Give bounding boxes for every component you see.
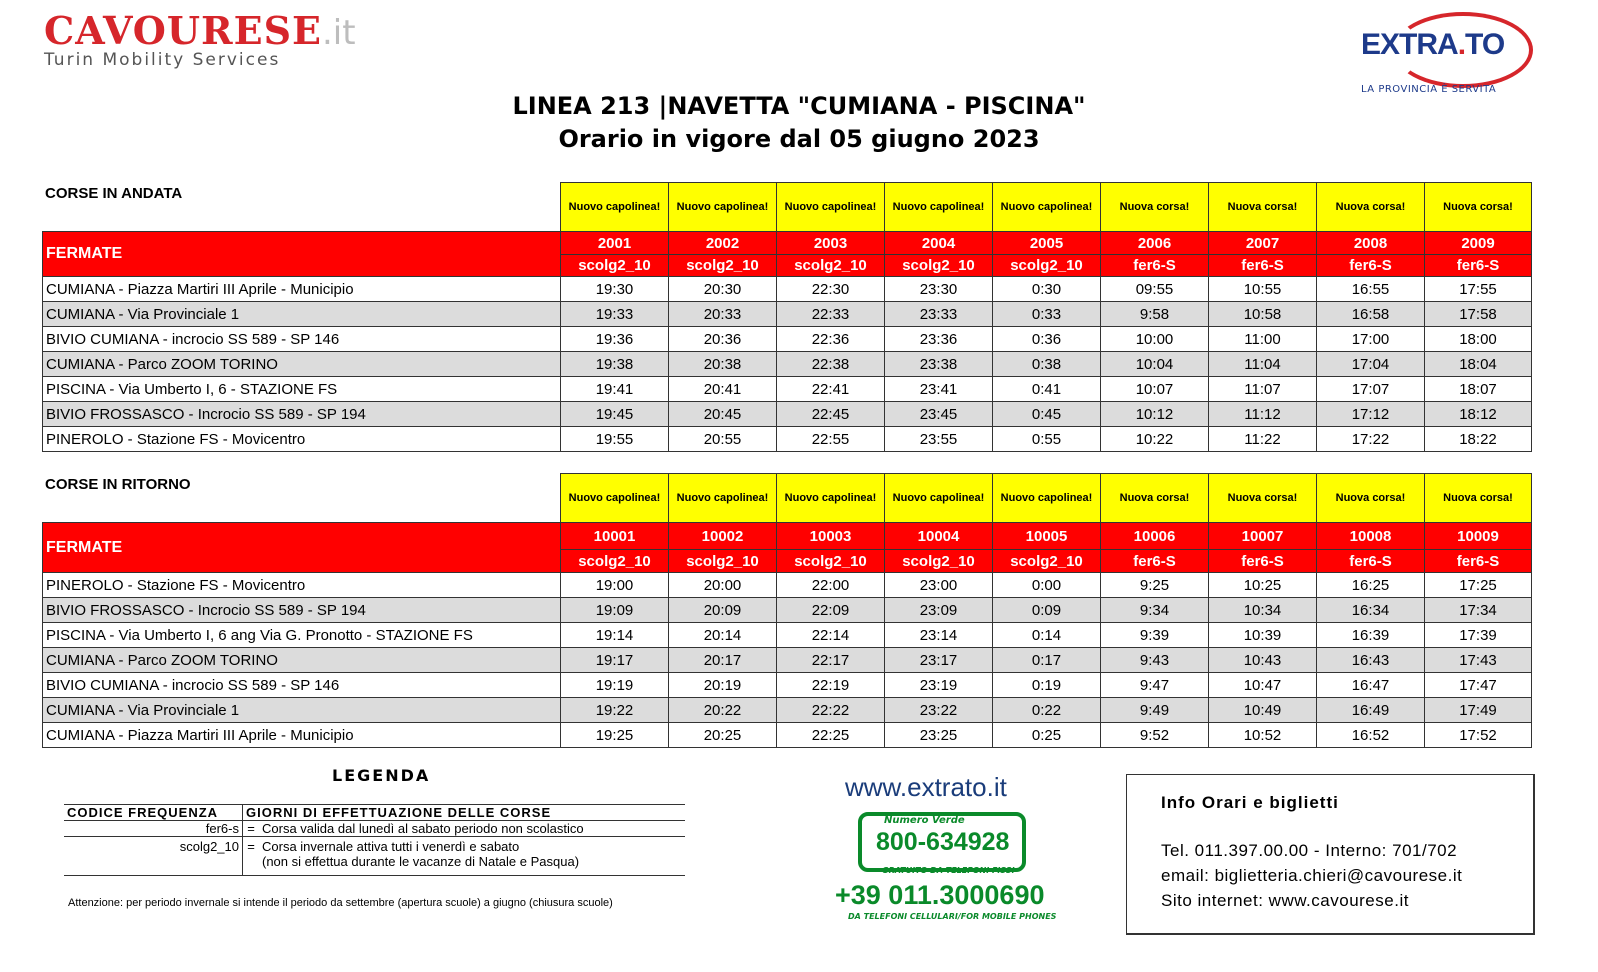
numero-verde-sub: GRATUITO DA TELEFONI FISSI [882, 866, 1015, 875]
stop-name: BIVIO CUMIANA - incrocio SS 589 - SP 146 [43, 673, 561, 698]
info-email[interactable]: email: biglietteria.chieri@cavourese.it [1161, 866, 1463, 885]
departure-time: 0:19 [993, 673, 1101, 698]
info-box [1126, 774, 1535, 935]
departure-time: 11:07 [1209, 377, 1317, 402]
departure-time: 23:19 [885, 673, 993, 698]
departure-time: 9:52 [1101, 723, 1209, 748]
legend-eq: = [243, 837, 260, 876]
run-number: 10002 [669, 523, 777, 550]
departure-time: 23:33 [885, 302, 993, 327]
run-note: Nuovo capolinea! [669, 474, 777, 523]
run-note: Nuova corsa! [1317, 474, 1425, 523]
run-number: 2004 [885, 232, 993, 255]
mobile-number[interactable]: +39 011.3000690 [835, 880, 1045, 910]
legend-row [64, 837, 685, 876]
departure-time: 22:55 [777, 427, 885, 452]
run-number: 2005 [993, 232, 1101, 255]
run-number: 10003 [777, 523, 885, 550]
departure-time: 23:45 [885, 402, 993, 427]
frequency-code: scolg2_10 [561, 255, 669, 277]
departure-time: 18:07 [1425, 377, 1532, 402]
run-note: Nuova corsa! [1101, 183, 1209, 232]
departure-time: 18:00 [1425, 327, 1532, 352]
departure-time: 9:43 [1101, 648, 1209, 673]
run-number: 2003 [777, 232, 885, 255]
table-row [43, 402, 1532, 427]
title-line2: Orario in vigore dal 05 giugno 2023 [558, 125, 1040, 153]
departure-time: 19:30 [561, 277, 669, 302]
frequency-code: scolg2_10 [993, 255, 1101, 277]
run-note: Nuovo capolinea! [561, 183, 669, 232]
departure-time: 17:55 [1425, 277, 1532, 302]
departure-time: 17:22 [1317, 427, 1425, 452]
departure-time: 10:52 [1209, 723, 1317, 748]
table-row [43, 277, 1532, 302]
stop-name: CUMIANA - Via Provinciale 1 [43, 302, 561, 327]
departure-time: 11:22 [1209, 427, 1317, 452]
run-number: 10009 [1425, 523, 1532, 550]
run-note: Nuova corsa! [1425, 474, 1532, 523]
departure-time: 19:00 [561, 573, 669, 598]
table-row [43, 327, 1532, 352]
departure-time: 20:25 [669, 723, 777, 748]
table-row [43, 377, 1532, 402]
run-note: Nuovo capolinea! [885, 474, 993, 523]
departure-time: 16:49 [1317, 698, 1425, 723]
frequency-code: fer6-S [1209, 550, 1317, 573]
title-line1: LINEA 213 |NAVETTA "CUMIANA - PISCINA" [512, 92, 1086, 120]
departure-time: 17:04 [1317, 352, 1425, 377]
legend-title: LEGENDA [332, 766, 431, 785]
run-number: 10007 [1209, 523, 1317, 550]
departure-time: 9:25 [1101, 573, 1209, 598]
info-tel: Tel. 011.397.00.00 - Interno: 701/702 [1161, 841, 1458, 860]
run-number: 2001 [561, 232, 669, 255]
legend-desc-line2: (non si effettua durante le vacanze di Natale e Pasqua) [262, 854, 580, 869]
run-number: 10004 [885, 523, 993, 550]
stop-name: PINEROLO - Stazione FS - Movicentro [43, 427, 561, 452]
departure-time: 19:36 [561, 327, 669, 352]
departure-time: 0:22 [993, 698, 1101, 723]
cavourese-logo [44, 8, 364, 72]
legend-code: scolg2_10 [64, 837, 243, 876]
departure-time: 10:49 [1209, 698, 1317, 723]
departure-time: 16:34 [1317, 598, 1425, 623]
departure-time: 10:25 [1209, 573, 1317, 598]
frequency-code: scolg2_10 [669, 255, 777, 277]
departure-time: 22:33 [777, 302, 885, 327]
frequency-code: fer6-S [1317, 255, 1425, 277]
run-number: 2009 [1425, 232, 1532, 255]
departure-time: 0:00 [993, 573, 1101, 598]
run-note: Nuova corsa! [1425, 183, 1532, 232]
departure-time: 0:45 [993, 402, 1101, 427]
run-note: Nuova corsa! [1209, 474, 1317, 523]
departure-time: 17:47 [1425, 673, 1532, 698]
departure-time: 17:34 [1425, 598, 1532, 623]
departure-time: 9:34 [1101, 598, 1209, 623]
frequency-code: scolg2_10 [561, 550, 669, 573]
departure-time: 16:25 [1317, 573, 1425, 598]
departure-time: 22:45 [777, 402, 885, 427]
departure-time: 19:17 [561, 648, 669, 673]
run-number: 2008 [1317, 232, 1425, 255]
departure-time: 19:55 [561, 427, 669, 452]
departure-time: 19:14 [561, 623, 669, 648]
page-title [0, 90, 1598, 156]
run-number: 2006 [1101, 232, 1209, 255]
stop-name: BIVIO FROSSASCO - Incrocio SS 589 - SP 194 [43, 598, 561, 623]
stop-name: PINEROLO - Stazione FS - Movicentro [43, 573, 561, 598]
departure-time: 19:38 [561, 352, 669, 377]
departure-time: 22:22 [777, 698, 885, 723]
run-number: 10006 [1101, 523, 1209, 550]
departure-time: 20:33 [669, 302, 777, 327]
legend-col2-header: GIORNI DI EFFETTUAZIONE DELLE CORSE [243, 805, 686, 821]
frequency-code: fer6-S [1101, 550, 1209, 573]
stop-name: CUMIANA - Parco ZOOM TORINO [43, 352, 561, 377]
departure-time: 17:39 [1425, 623, 1532, 648]
departure-time: 22:41 [777, 377, 885, 402]
run-number: 2007 [1209, 232, 1317, 255]
extrato-brand: EXTRA [1361, 28, 1458, 61]
departure-time: 23:25 [885, 723, 993, 748]
run-number: 10008 [1317, 523, 1425, 550]
departure-time: 11:12 [1209, 402, 1317, 427]
stop-name: CUMIANA - Parco ZOOM TORINO [43, 648, 561, 673]
departure-time: 22:14 [777, 623, 885, 648]
fermate-header: FERMATE [43, 232, 561, 277]
departure-time: 20:22 [669, 698, 777, 723]
table-row [43, 352, 1532, 377]
mobile-sub: DA TELEFONI CELLULARI/FOR MOBILE PHONES [848, 912, 1057, 921]
fermate-header: FERMATE [43, 523, 561, 573]
run-number: 10005 [993, 523, 1101, 550]
run-note: Nuova corsa! [1317, 183, 1425, 232]
departure-time: 20:38 [669, 352, 777, 377]
departure-time: 10:58 [1209, 302, 1317, 327]
departure-time: 22:30 [777, 277, 885, 302]
departure-time: 9:47 [1101, 673, 1209, 698]
run-note: Nuovo capolinea! [669, 183, 777, 232]
departure-time: 22:36 [777, 327, 885, 352]
info-site[interactable]: Sito internet: www.cavourese.it [1161, 891, 1409, 910]
departure-time: 17:58 [1425, 302, 1532, 327]
departure-time: 17:12 [1317, 402, 1425, 427]
departure-time: 22:09 [777, 598, 885, 623]
ritorno-table [42, 473, 1532, 748]
departure-time: 18:22 [1425, 427, 1532, 452]
departure-time: 17:00 [1317, 327, 1425, 352]
departure-time: 20:14 [669, 623, 777, 648]
departure-time: 19:45 [561, 402, 669, 427]
departure-time: 16:47 [1317, 673, 1425, 698]
departure-time: 23:17 [885, 648, 993, 673]
stop-name: BIVIO CUMIANA - incrocio SS 589 - SP 146 [43, 327, 561, 352]
departure-time: 23:09 [885, 598, 993, 623]
departure-time: 23:55 [885, 427, 993, 452]
frequency-code: scolg2_10 [669, 550, 777, 573]
departure-time: 22:38 [777, 352, 885, 377]
departure-time: 16:58 [1317, 302, 1425, 327]
ritorno-label: CORSE IN RITORNO [45, 476, 191, 493]
departure-time: 11:00 [1209, 327, 1317, 352]
departure-time: 16:43 [1317, 648, 1425, 673]
cavourese-suffix: .it [321, 13, 356, 53]
departure-time: 23:14 [885, 623, 993, 648]
departure-time: 0:33 [993, 302, 1101, 327]
departure-time: 19:09 [561, 598, 669, 623]
table-row [43, 723, 1532, 748]
table-row [43, 648, 1532, 673]
blank-cell [43, 183, 561, 232]
departure-time: 10:39 [1209, 623, 1317, 648]
andata-table [42, 182, 1532, 452]
extrato-dot: . [1457, 28, 1466, 61]
cavourese-tagline: Turin Mobility Services [44, 50, 281, 70]
run-note: Nuovo capolinea! [777, 474, 885, 523]
departure-time: 20:30 [669, 277, 777, 302]
departure-time: 0:36 [993, 327, 1101, 352]
departure-time: 20:45 [669, 402, 777, 427]
departure-time: 17:25 [1425, 573, 1532, 598]
departure-time: 18:12 [1425, 402, 1532, 427]
departure-time: 0:30 [993, 277, 1101, 302]
run-note: Nuova corsa! [1101, 474, 1209, 523]
frequency-code: scolg2_10 [777, 550, 885, 573]
info-title: Info Orari e biglietti [1161, 793, 1339, 812]
departure-time: 23:36 [885, 327, 993, 352]
legend-code: fer6-s [64, 821, 243, 837]
legend-note: Attenzione: per periodo invernale si intende il periodo da settembre (apertura scuole) a giugno (chiusura scuole) [68, 897, 613, 909]
departure-time: 16:52 [1317, 723, 1425, 748]
frequency-code: scolg2_10 [993, 550, 1101, 573]
run-note: Nuovo capolinea! [777, 183, 885, 232]
extrato-suffix: TO [1465, 28, 1505, 61]
departure-time: 0:17 [993, 648, 1101, 673]
andata-label: CORSE IN ANDATA [45, 185, 183, 202]
departure-time: 20:00 [669, 573, 777, 598]
stop-name: PISCINA - Via Umberto I, 6 ang Via G. Pronotto - STAZIONE FS [43, 623, 561, 648]
departure-time: 20:55 [669, 427, 777, 452]
departure-time: 20:17 [669, 648, 777, 673]
departure-time: 22:25 [777, 723, 885, 748]
legend-table [64, 804, 685, 876]
table-row [43, 623, 1532, 648]
departure-time: 9:58 [1101, 302, 1209, 327]
frequency-code: fer6-S [1425, 255, 1532, 277]
numero-verde-number[interactable]: 800-634928 [876, 828, 1010, 856]
departure-time: 0:41 [993, 377, 1101, 402]
frequency-code: fer6-S [1425, 550, 1532, 573]
frequency-code: scolg2_10 [777, 255, 885, 277]
table-row [43, 427, 1532, 452]
departure-time: 22:17 [777, 648, 885, 673]
stop-name: CUMIANA - Via Provinciale 1 [43, 698, 561, 723]
legend-col1-header: CODICE FREQUENZA [64, 805, 243, 821]
frequency-code: fer6-S [1101, 255, 1209, 277]
departure-time: 17:52 [1425, 723, 1532, 748]
departure-time: 19:25 [561, 723, 669, 748]
departure-time: 16:55 [1317, 277, 1425, 302]
run-note: Nuova corsa! [1209, 183, 1317, 232]
departure-time: 20:41 [669, 377, 777, 402]
departure-time: 09:55 [1101, 277, 1209, 302]
departure-time: 16:39 [1317, 623, 1425, 648]
stop-name: CUMIANA - Piazza Martiri III Aprile - Municipio [43, 277, 561, 302]
departure-time: 19:22 [561, 698, 669, 723]
departure-time: 18:04 [1425, 352, 1532, 377]
departure-time: 10:22 [1101, 427, 1209, 452]
table-row [43, 573, 1532, 598]
run-note: Nuovo capolinea! [885, 183, 993, 232]
stop-name: PISCINA - Via Umberto I, 6 - STAZIONE FS [43, 377, 561, 402]
departure-time: 10:43 [1209, 648, 1317, 673]
frequency-code: fer6-S [1209, 255, 1317, 277]
run-note: Nuovo capolinea! [561, 474, 669, 523]
departure-time: 23:38 [885, 352, 993, 377]
departure-time: 20:36 [669, 327, 777, 352]
stop-name: BIVIO FROSSASCO - Incrocio SS 589 - SP 194 [43, 402, 561, 427]
departure-time: 10:04 [1101, 352, 1209, 377]
website-link[interactable]: www.extrato.it [845, 772, 1007, 802]
departure-time: 0:14 [993, 623, 1101, 648]
departure-time: 17:43 [1425, 648, 1532, 673]
legend-eq: = [247, 821, 255, 836]
legend-desc: Corsa valida dal lunedì al sabato periodo non scolastico [262, 821, 584, 836]
departure-time: 10:47 [1209, 673, 1317, 698]
legend-desc [259, 837, 685, 876]
blank-cell [43, 474, 561, 523]
departure-time: 10:55 [1209, 277, 1317, 302]
departure-time: 0:55 [993, 427, 1101, 452]
departure-time: 19:19 [561, 673, 669, 698]
departure-time: 9:39 [1101, 623, 1209, 648]
table-row [43, 673, 1532, 698]
departure-time: 0:09 [993, 598, 1101, 623]
numero-verde-box [858, 812, 1026, 872]
run-note: Nuovo capolinea! [993, 474, 1101, 523]
departure-time: 17:49 [1425, 698, 1532, 723]
departure-time: 10:34 [1209, 598, 1317, 623]
cavourese-brand: CAVOURESE [44, 8, 322, 53]
departure-time: 11:04 [1209, 352, 1317, 377]
frequency-code: scolg2_10 [885, 550, 993, 573]
departure-time: 23:00 [885, 573, 993, 598]
departure-time: 23:41 [885, 377, 993, 402]
extrato-tagline: LA PROVINCIA È SERVITA [1361, 84, 1497, 95]
departure-time: 0:25 [993, 723, 1101, 748]
departure-time: 19:33 [561, 302, 669, 327]
departure-time: 10:07 [1101, 377, 1209, 402]
departure-time: 23:22 [885, 698, 993, 723]
run-note: Nuovo capolinea! [993, 183, 1101, 232]
table-row [43, 698, 1532, 723]
run-number: 10001 [561, 523, 669, 550]
departure-time: 10:00 [1101, 327, 1209, 352]
departure-time: 9:49 [1101, 698, 1209, 723]
departure-time: 17:07 [1317, 377, 1425, 402]
frequency-code: scolg2_10 [885, 255, 993, 277]
departure-time: 19:41 [561, 377, 669, 402]
run-number: 2002 [669, 232, 777, 255]
departure-time: 20:09 [669, 598, 777, 623]
table-row [43, 302, 1532, 327]
legend-row [64, 821, 685, 837]
departure-time: 10:12 [1101, 402, 1209, 427]
departure-time: 22:19 [777, 673, 885, 698]
frequency-code: fer6-S [1317, 550, 1425, 573]
numero-verde-label: Numero Verde [884, 815, 965, 826]
departure-time: 0:38 [993, 352, 1101, 377]
extrato-logo [1355, 12, 1535, 102]
stop-name: CUMIANA - Piazza Martiri III Aprile - Municipio [43, 723, 561, 748]
departure-time: 20:19 [669, 673, 777, 698]
table-row [43, 598, 1532, 623]
legend-desc-line1: Corsa invernale attiva tutti i venerdì e sabato [262, 839, 520, 854]
departure-time: 22:00 [777, 573, 885, 598]
departure-time: 23:30 [885, 277, 993, 302]
